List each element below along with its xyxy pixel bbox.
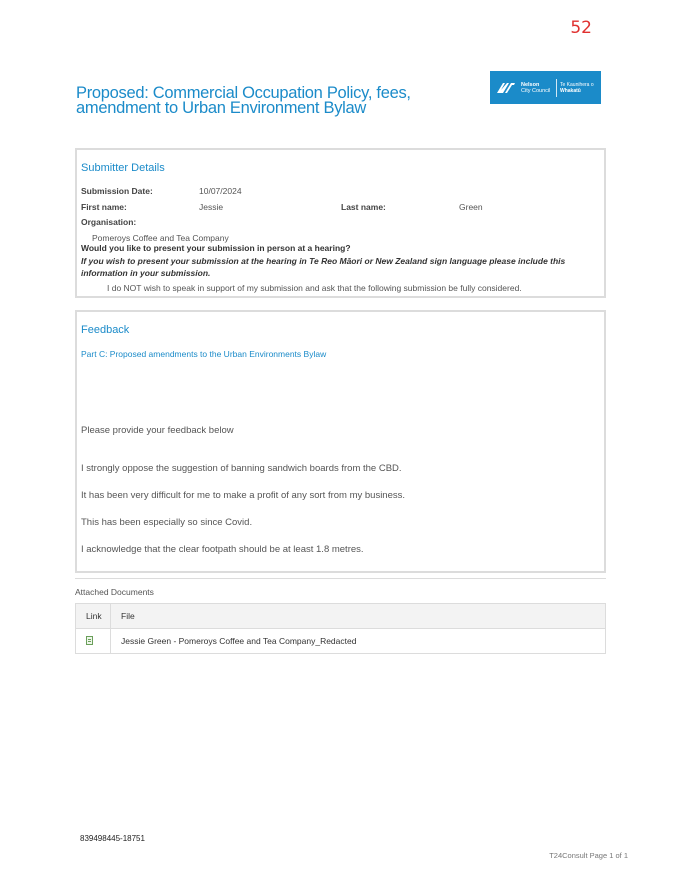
table-row	[76, 629, 606, 654]
logo-maori-line2: Whakatū	[560, 87, 581, 94]
logo-name-line1: Nelson	[521, 81, 540, 88]
organisation-value: Pomeroys Coffee and Tea Company	[92, 233, 229, 243]
table-header-row	[76, 604, 606, 629]
logo-maori-line1: Te Kaunihera o	[560, 81, 594, 88]
attached-documents-title: Attached Documents	[75, 587, 154, 597]
feedback-line: I strongly oppose the suggestion of banning sandwich boards from the CBD.	[81, 463, 402, 474]
first-name-value: Jessie	[199, 202, 224, 212]
page-number: 52	[570, 18, 592, 38]
feedback-line: It has been very difficult for me to make a profit of any sort from my business.	[81, 490, 406, 501]
document-id: 839498445-18751	[80, 834, 145, 843]
submission-date-label: Submission Date:	[81, 186, 153, 196]
feedback-heading: Feedback	[81, 324, 130, 336]
council-logo-icon	[496, 80, 516, 96]
submission-date-value: 10/07/2024	[199, 186, 242, 196]
first-name-label: First name:	[81, 202, 127, 212]
council-logo	[490, 71, 601, 104]
logo-name-line2: City Council	[521, 87, 551, 94]
page-footer: T24Consult Page 1 of 1	[549, 851, 628, 860]
column-header-link: Link	[76, 604, 111, 629]
logo-divider	[556, 79, 557, 97]
hearing-answer: I do NOT wish to speak in support of my submission and ask that the following submission be fully considered.	[107, 283, 522, 293]
attachment-file-name: Jessie Green - Pomeroys Coffee and Tea Company_Redacted	[111, 629, 606, 654]
column-header-file: File	[111, 604, 606, 629]
language-note: If you wish to present your submission at the hearing in Te Reo Māori or New Zealand sign language please include this information in your submission.	[81, 256, 566, 278]
organisation-label: Organisation:	[81, 217, 137, 227]
attachment-link-cell[interactable]	[76, 629, 111, 654]
submitter-details-panel	[75, 148, 606, 298]
feedback-line: This has been especially so since Covid.	[81, 517, 253, 528]
feedback-panel	[75, 310, 606, 573]
feedback-prompt: Please provide your feedback below	[81, 425, 234, 436]
feedback-line: I acknowledge that the clear footpath should be at least 1.8 metres.	[81, 544, 364, 555]
last-name-value: Green	[459, 202, 483, 212]
feedback-subheading: Part C: Proposed amendments to the Urban Environments Bylaw	[81, 349, 327, 359]
attachments-table	[75, 603, 606, 654]
section-divider	[75, 578, 606, 579]
hearing-question: Would you like to present your submission in person at a hearing?	[81, 243, 351, 253]
page-title: Proposed: Commercial Occupation Policy, fees, amendment to Urban Environment Bylaw	[76, 84, 411, 117]
document-icon[interactable]	[86, 636, 93, 645]
submitter-details-heading: Submitter Details	[81, 162, 165, 174]
last-name-label: Last name:	[341, 202, 386, 212]
